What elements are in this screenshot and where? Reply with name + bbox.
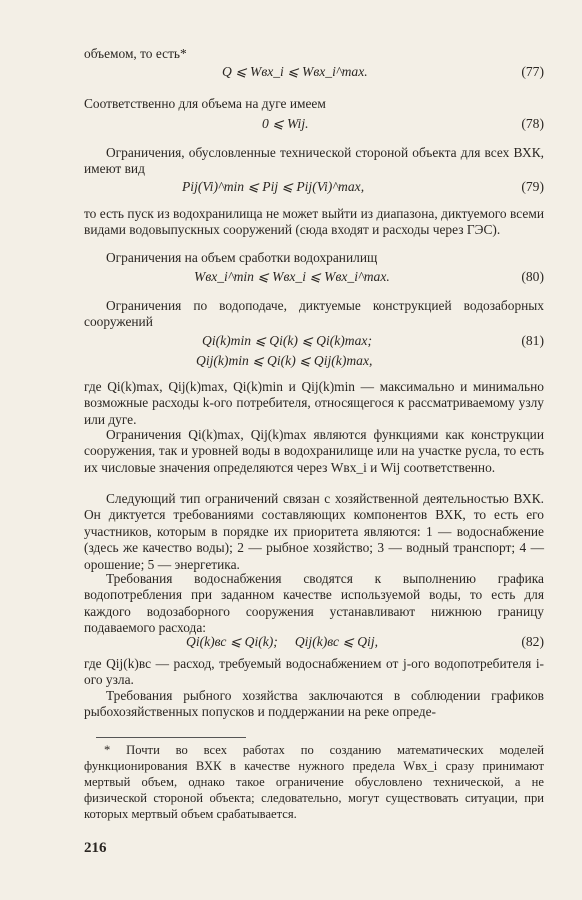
formula-77: Q ⩽ Wвх_i ⩽ Wвх_i^max. (77)	[222, 64, 544, 79]
paragraph: Требования водоснабжения сводятся к выполнению графика водопотребления при заданном качестве используемой воды, то есть для каждого водозаборного сооружения устанавливают нижнюю границу подаваемого расхода:	[84, 571, 544, 636]
equation-number: (78)	[521, 116, 544, 131]
equation-number: (82)	[521, 634, 544, 649]
formula-78: 0 ⩽ Wij. (78)	[262, 116, 544, 131]
formula-81a: Qi(k)min ⩽ Qi(k) ⩽ Qi(k)max; (81)	[202, 333, 544, 348]
paragraph: Следующий тип ограничений связан с хозяйственной деятельностью ВХК. Он диктуется требованиями составляющих компонентов ВХК, то есть его участников, которым в порядке их приоритета являются: 1 — водоснабжение (здесь же качество воды); 2 — рыбное хозяйство; 3 — водный транспорт; 4 — орошение; 5 — энергетика.	[84, 491, 544, 572]
paragraph: Ограничения, обусловленные технической стороной объекта для всех ВХК, имеют вид	[84, 145, 544, 177]
paragraph: Ограничения Qi(k)max, Qij(k)max являются функциями как конструкции сооружения, так и уровней воды в водохранилище или на участке русла, то есть их числовые значения определяются через Wвх_i и Wij соответственно.	[84, 427, 544, 475]
footnote-divider	[96, 737, 246, 738]
equation-number: (81)	[521, 333, 544, 348]
equation-number: (80)	[521, 269, 544, 284]
footnote: * Почти во всех работах по созданию математических моделей функционирования ВХК в качестве нужного предела Wвх_i сразу принимают мертвый объем, однако такое ограничение обусловлено технической, а не физической стороной объекта; следовательно, могут существовать ситуации, при которых мертвый объем срабатывается.	[84, 743, 544, 821]
formula-79: Pij(Vi)^min ⩽ Pij ⩽ Pij(Vi)^max, (79)	[182, 179, 544, 194]
formula-82: Qi(k)вс ⩽ Qi(k); Qij(k)вс ⩽ Qij, (82)	[186, 634, 544, 649]
equation-number: (79)	[521, 179, 544, 194]
page-number: 216	[84, 840, 107, 856]
paragraph: Ограничения по водоподаче, диктуемые конструкцией водозаборных сооружений	[84, 298, 544, 330]
formula-80: Wвх_i^min ⩽ Wвх_i ⩽ Wвх_i^max. (80)	[194, 269, 544, 284]
paragraph: где Qi(k)max, Qij(k)max, Qi(k)min и Qij(k)min — максимально и минимально возможные расходы k-ого потребителя, относящегося к рассматриваемому узлу или дуге.	[84, 379, 544, 427]
formula-81b: Qij(k)min ⩽ Qi(k) ⩽ Qij(k)max,	[196, 353, 373, 368]
paragraph: Требования рыбного хозяйства заключаются в соблюдении графиков рыбохозяйственных попусков и поддержании на реке опреде-	[84, 688, 544, 720]
text-line: Соответственно для объема на дуге имеем	[84, 96, 326, 111]
paragraph: Ограничения на объем сработки водохранилищ	[106, 250, 378, 265]
paragraph: то есть пуск из водохранилища не может выйти из диапазона, диктуемого всеми видами водовыпускных сооружений (сюда входят и расходы через ГЭС).	[84, 206, 544, 238]
equation-number: (77)	[521, 64, 544, 79]
text-line: объемом, то есть*	[84, 46, 187, 61]
paragraph: где Qij(k)вс — расход, требуемый водоснабжением от j-ого водопотребителя i-ого узла.	[84, 656, 544, 688]
